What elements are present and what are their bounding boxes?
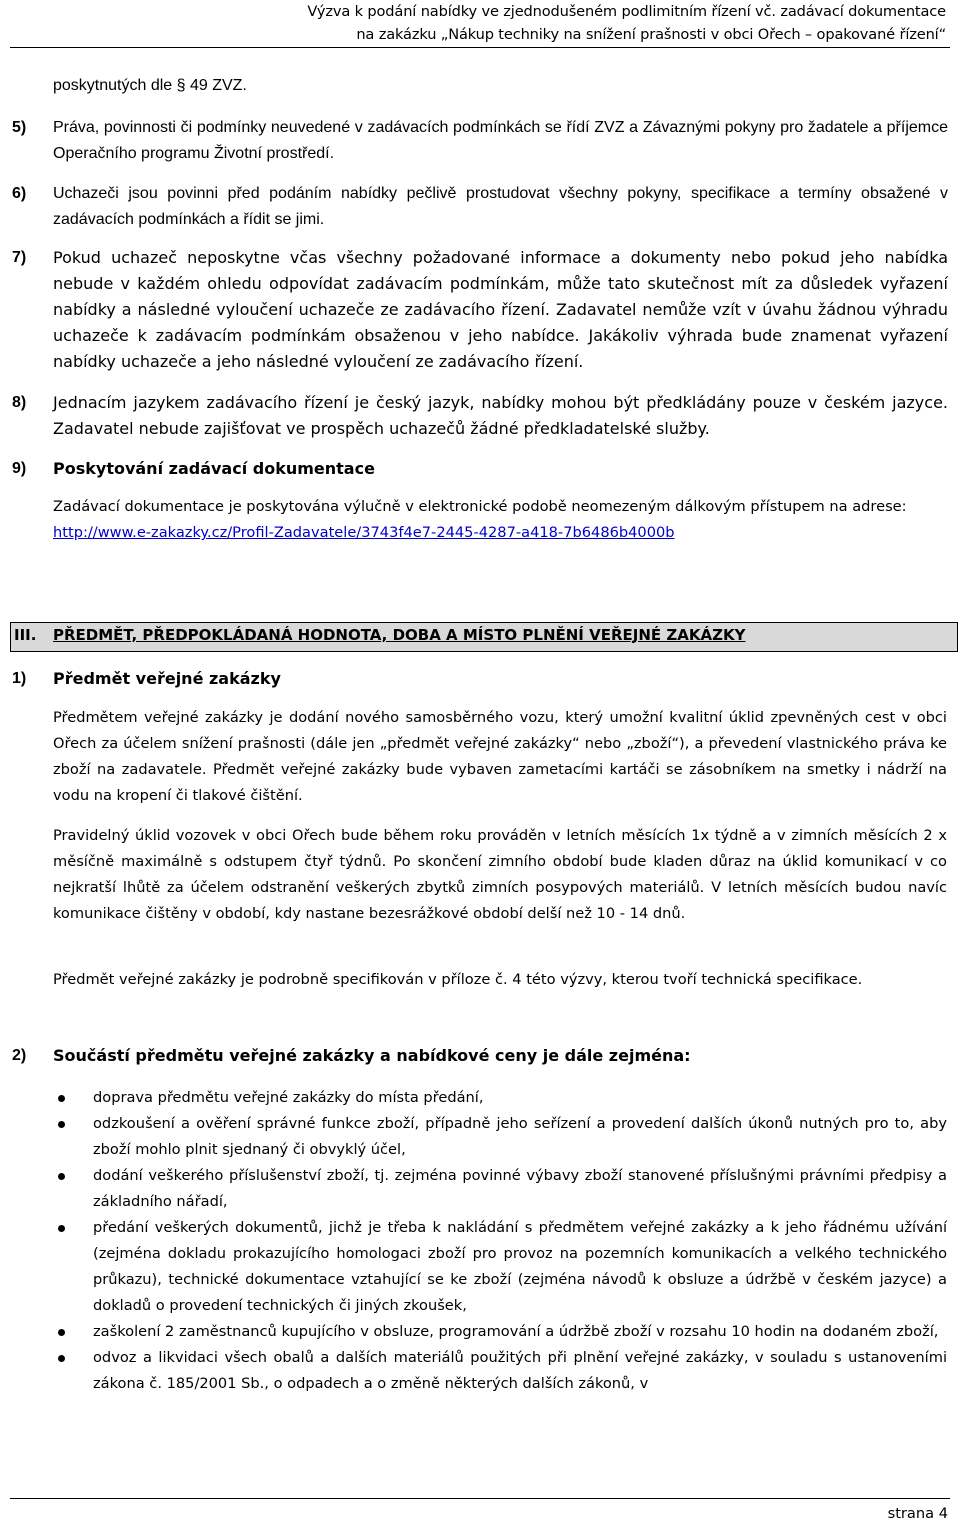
- subsection-number: 1): [12, 670, 27, 687]
- bullet-text: odzkoušení a ověření správné funkce zboží, případně jeho seřízení a provedení dalších úkonů nutných pro to, aby zboží mohlo plnit sjednaný či obvyklý účel,: [93, 1115, 947, 1158]
- item-text: Jednacím jazykem zadávacího řízení je český jazyk, nabídky mohou být předkládány pouze v českém jazyce. Zadavatel nebude zajišťovat ve prospěch uchazečů žádné předkladatelské služby.: [53, 393, 948, 438]
- paragraph-cleaning: Pravidelný úklid vozovek v obci Ořech bude během roku prováděn v letních měsících 1x týdně a v zimních měsících 2 x měsíčně maximálně s odstupem čtyř týdnů. Po skončení zimního období bude kladen důraz na úklid komunikací v co nejkratší lhůtě za účelem odstranění veškerých zbytků zimních posypových materiálů. V letních měsících budou navíc komunikace čištěny v období, kdy nastane bezesrážkové období delší než 10 - 14 dnů.: [53, 827, 947, 922]
- list-item: [53, 1163, 947, 1215]
- item-number: 5): [12, 119, 27, 136]
- header-divider: [10, 47, 950, 48]
- bullet-icon: [58, 1173, 65, 1180]
- bullet-icon: [58, 1121, 65, 1128]
- bullet-text: odvoz a likvidaci všech obalů a dalších materiálů použitých při plnění veřejné zakázky, v souladu s ustanoveními zákona č. 185/2001 Sb., o odpadech a o změně některých dalších zákonů, v: [93, 1349, 947, 1392]
- item-text: Práva, povinnosti či podmínky neuvedené v zadávacích podmínkách se řídí ZVZ a Závaznými pokyny pro žadatele a příjemce Operačního programu Životní prostředí.: [53, 119, 948, 162]
- document-header: [160, 0, 946, 46]
- item-text: Pokud uchazeč neposkytne včas všechny požadované informace a dokumenty nebo pokud jeho nabídka nebude v každém ohledu odpovídat zadávacím podmínkám, může tato skutečnost mít za důsledek vyřazení nabídky a následné vyloučení uchazeče ze zadávacího řízení. Zadavatel nemůže vzít v úvahu žádnou výhradu uchazeče k zadávacím podmínkám obsaženou v jeho nabídce. Jakákoliv výhrada bude znamenat vyřazení nabídky uchazeče a jeho následné vyloučení ze zadávacího řízení.: [53, 248, 948, 371]
- item-text: Uchazeči jsou povinni před podáním nabídky pečlivě prostudovat všechny pokyny, specifikace a termíny obsažené v zadávacích podmínkách a řídit se jimi.: [53, 185, 948, 228]
- bullet-text: zaškolení 2 zaměstnanců kupujícího v obsluze, programování a údržbě zboží v rozsahu 10 hodin na dodaném zboží,: [93, 1323, 939, 1340]
- scope-bullet-list: [53, 1085, 947, 1397]
- section-title: PŘEDMĚT, PŘEDPOKLÁDANÁ HODNOTA, DOBA A MÍSTO PLNĚNÍ VEŘEJNÉ ZAKÁZKY: [53, 626, 746, 644]
- item-number: 7): [12, 249, 27, 266]
- page-number: strana 4: [887, 1505, 948, 1522]
- bullet-icon: [58, 1225, 65, 1232]
- list-item-5: [12, 115, 948, 167]
- paragraph-specification: Předmět veřejné zakázky je podrobně specifikován v příloze č. 4 této výzvy, kterou tvoří technická specifikace.: [53, 971, 863, 988]
- subsection-title: Předmět veřejné zakázky: [53, 669, 281, 688]
- item-heading: Poskytování zadávací dokumentace: [53, 459, 375, 478]
- item-number: 9): [12, 460, 27, 477]
- list-item: [53, 1085, 947, 1111]
- list-item-6: [12, 181, 948, 233]
- item9-text: Zadávací dokumentace je poskytována výlučně v elektronické podobě neomezeným dálkovým přístupem na adrese:: [53, 498, 907, 515]
- subsection-number: 2): [12, 1047, 27, 1064]
- section-number: III.: [14, 626, 37, 644]
- list-item-8: [12, 390, 948, 442]
- list-item: [53, 1215, 947, 1319]
- subsection-2: [12, 1043, 948, 1069]
- footer-divider: [10, 1498, 950, 1499]
- item-number: 8): [12, 394, 27, 411]
- intro-text: poskytnutých dle § 49 ZVZ.: [53, 77, 247, 94]
- list-item-9: [12, 456, 948, 482]
- bullet-icon: [58, 1329, 65, 1336]
- bullet-text: doprava předmětu veřejné zakázky do místa předání,: [93, 1089, 484, 1106]
- paragraph-subject: Předmětem veřejné zakázky je dodání nového samosběrného vozu, který umožní kvalitní úklid zpevněných cest v obci Ořech za účelem snížení prašnosti (dále jen „předmět veřejné zakázky“ nebo „zboží“), a převedení vlastnického práva ke zboží na zadavatele. Předmět veřejné zakázky bude vybaven zametacími kartáči se zásobníkem na smetky i nádrží na vodu na kropení či tlakové čištění.: [53, 709, 947, 804]
- subsection-title: Součástí předmětu veřejné zakázky a nabídkové ceny je dále zejména:: [53, 1046, 691, 1065]
- bullet-text: dodání veškerého příslušenství zboží, tj. zejména povinné výbavy zboží stanovené příslušnými právními předpisy a základního nářadí,: [93, 1167, 947, 1210]
- list-item: [53, 1319, 947, 1345]
- item9-paragraph: [53, 494, 947, 546]
- item-number: 6): [12, 185, 27, 202]
- bullet-icon: [58, 1355, 65, 1362]
- header-line-1: Výzva k podání nabídky ve zjednodušeném podlimitním řízení vč. zadávací dokumentace: [307, 3, 946, 20]
- subsection-1: [12, 666, 948, 692]
- list-item: [53, 1345, 947, 1397]
- section-heading-bar: [10, 622, 958, 652]
- profile-link[interactable]: http://www.e-zakazky.cz/Profil-Zadavatele/3743f4e7-2445-4287-a418-7b6486b4000b: [53, 524, 675, 541]
- header-line-2: na zakázku „Nákup techniky na snížení prašnosti v obci Ořech – opakované řízení“: [356, 26, 946, 43]
- list-item-7: [12, 245, 948, 375]
- list-item: [53, 1111, 947, 1163]
- bullet-text: předání veškerých dokumentů, jichž je třeba k nakládání s předmětem veřejné zakázky a k jeho řádnému užívání (zejména dokladu prokazujícího homologaci zboží pro provoz na pozemních komunikacích a velkého technického průkazu), technické dokumentace vztahující se ke zboží (zejména návodů k obsluze a údržbě v českém jazyce) a dokladů o provedení technických či jiných zkoušek,: [93, 1219, 947, 1314]
- bullet-icon: [58, 1095, 65, 1102]
